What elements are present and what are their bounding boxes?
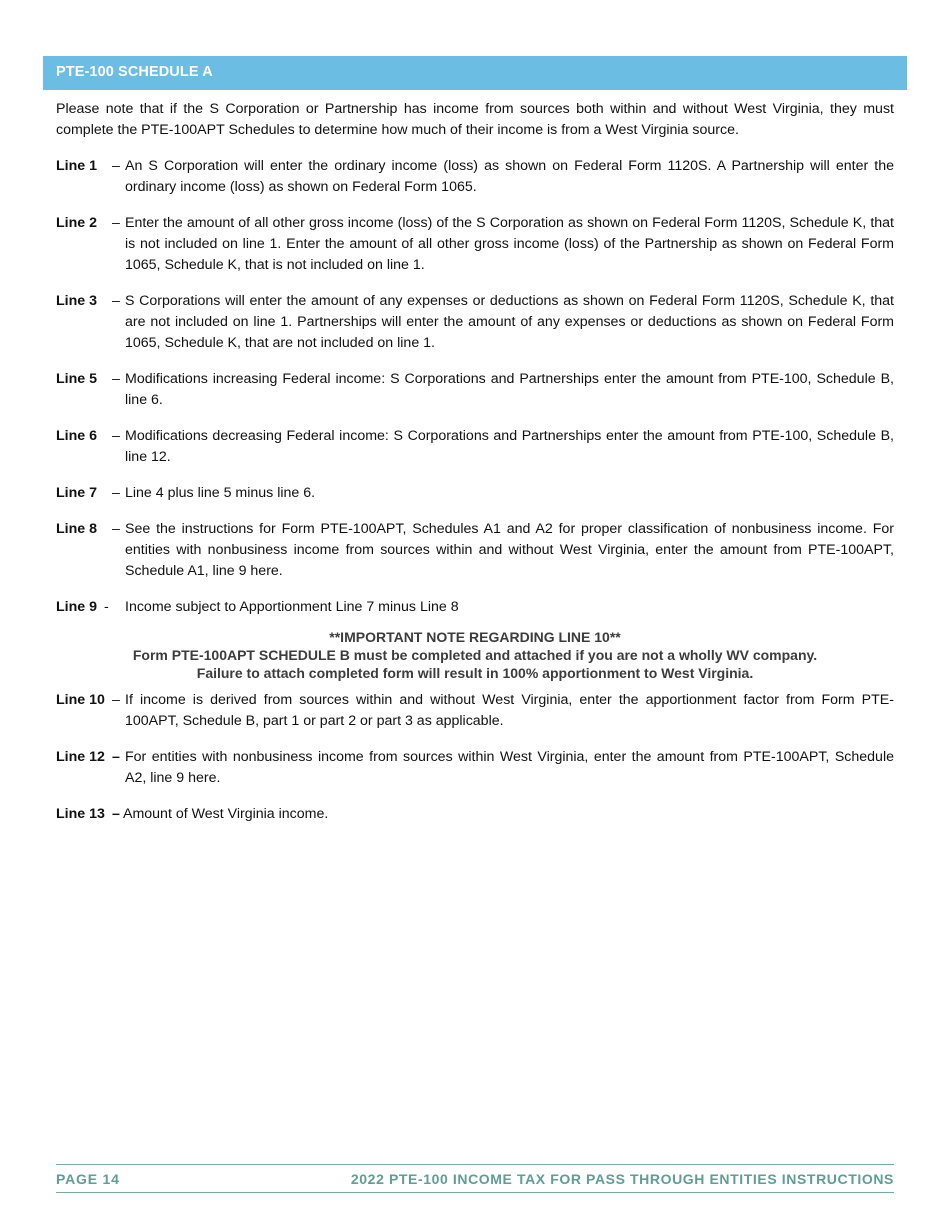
section-title: PTE-100 SCHEDULE A	[56, 64, 213, 80]
line-dash: –	[112, 521, 120, 537]
important-note	[56, 628, 894, 682]
line-dash: –	[112, 806, 120, 822]
line-text: If income is derived from sources within and without West Virginia, enter the apportionment factor from Form PTE-100APT, Schedule B, part 1 or part 2 or part 3 as applicable.	[125, 692, 894, 729]
line-12-instruction	[56, 747, 894, 789]
line-text: Income subject to Apportionment Line 7 minus Line 8	[125, 599, 459, 615]
line-text: Amount of West Virginia income.	[123, 806, 329, 822]
line-text: Enter the amount of all other gross income (loss) of the S Corporation as shown on Federal Form 1120S, Schedule K, that is not included on line 1. Enter the amount of all other gross income (loss) of the Partnership as shown on Federal Form 1065, Schedule K, that is not included on line 1.	[125, 215, 894, 273]
line-label: Line 13	[56, 806, 105, 822]
instructions-body	[56, 99, 894, 840]
line-13-instruction	[56, 804, 894, 825]
line-label: Line 10	[56, 692, 105, 708]
line-dash: –	[112, 215, 120, 231]
line-2-instruction	[56, 213, 894, 276]
line-dash: –	[112, 158, 120, 174]
footer-divider-bottom	[56, 1192, 894, 1193]
important-note-line-1: Form PTE-100APT SCHEDULE B must be completed and attached if you are not a wholly WV company.	[132, 647, 818, 663]
line-text: S Corporations will enter the amount of any expenses or deductions as shown on Federal Form 1120S, Schedule K, that are not included on line 1. Partnerships will enter the amount of any expenses or deductions as shown on Federal Form 1065, Schedule K, that are not included on line 1.	[125, 293, 894, 351]
intro-paragraph: Please note that if the S Corporation or Partnership has income from sources both within and without West Virginia, they must complete the PTE-100APT Schedules to determine how much of their income is from a West Virginia source.	[56, 101, 894, 138]
line-label: Line 7	[56, 485, 97, 501]
line-text: For entities with nonbusiness income from sources within West Virginia, enter the amount from PTE-100APT, Schedule A2, line 9 here.	[125, 749, 894, 786]
line-dash: –	[112, 293, 120, 309]
line-label: Line 1	[56, 158, 97, 174]
line-1-instruction	[56, 156, 894, 198]
line-9-instruction	[56, 597, 894, 618]
line-text: An S Corporation will enter the ordinary income (loss) as shown on Federal Form 1120S. A Partnership will enter the ordinary income (loss) as shown on Federal Form 1065.	[125, 158, 894, 195]
line-text: Modifications increasing Federal income: S Corporations and Partnerships enter the amount from PTE-100, Schedule B, line 6.	[125, 371, 894, 408]
line-dash: –	[112, 749, 120, 765]
line-dash: –	[112, 485, 120, 501]
line-label: Line 2	[56, 215, 97, 231]
footer-page-number: PAGE 14	[56, 1171, 120, 1187]
line-text: Modifications decreasing Federal income: S Corporations and Partnerships enter the amount from PTE-100, Schedule B, line 12.	[125, 428, 894, 465]
line-dash: -	[104, 599, 109, 615]
line-5-instruction	[56, 369, 894, 411]
important-note-line-2: Failure to attach completed form will result in 100% apportionment to West Virginia.	[196, 665, 754, 681]
line-10-instruction	[56, 690, 894, 732]
line-label: Line 5	[56, 371, 97, 387]
line-label: Line 8	[56, 521, 97, 537]
line-dash: –	[112, 692, 120, 708]
footer-divider-top	[56, 1164, 894, 1165]
line-label: Line 6	[56, 428, 97, 444]
section-header-bar	[43, 56, 907, 90]
line-label: Line 3	[56, 293, 97, 309]
line-3-instruction	[56, 291, 894, 354]
line-label: Line 9	[56, 599, 97, 615]
line-dash: –	[112, 371, 120, 387]
line-text: See the instructions for Form PTE-100APT, Schedules A1 and A2 for proper classification of nonbusiness income. For entities with nonbusiness income from sources within and without West Virginia, enter the amount from PTE-100APT, Schedule A1, line 9 here.	[125, 521, 894, 579]
line-text: Line 4 plus line 5 minus line 6.	[125, 485, 316, 501]
line-label: Line 12	[56, 749, 105, 765]
line-dash: –	[112, 428, 120, 444]
line-7-instruction	[56, 483, 894, 504]
line-8-instruction	[56, 519, 894, 582]
footer-document-title: 2022 PTE-100 INCOME TAX FOR PASS THROUGH ENTITIES INSTRUCTIONS	[350, 1171, 894, 1187]
important-note-heading: **IMPORTANT NOTE REGARDING LINE 10**	[329, 629, 621, 645]
line-6-instruction	[56, 426, 894, 468]
